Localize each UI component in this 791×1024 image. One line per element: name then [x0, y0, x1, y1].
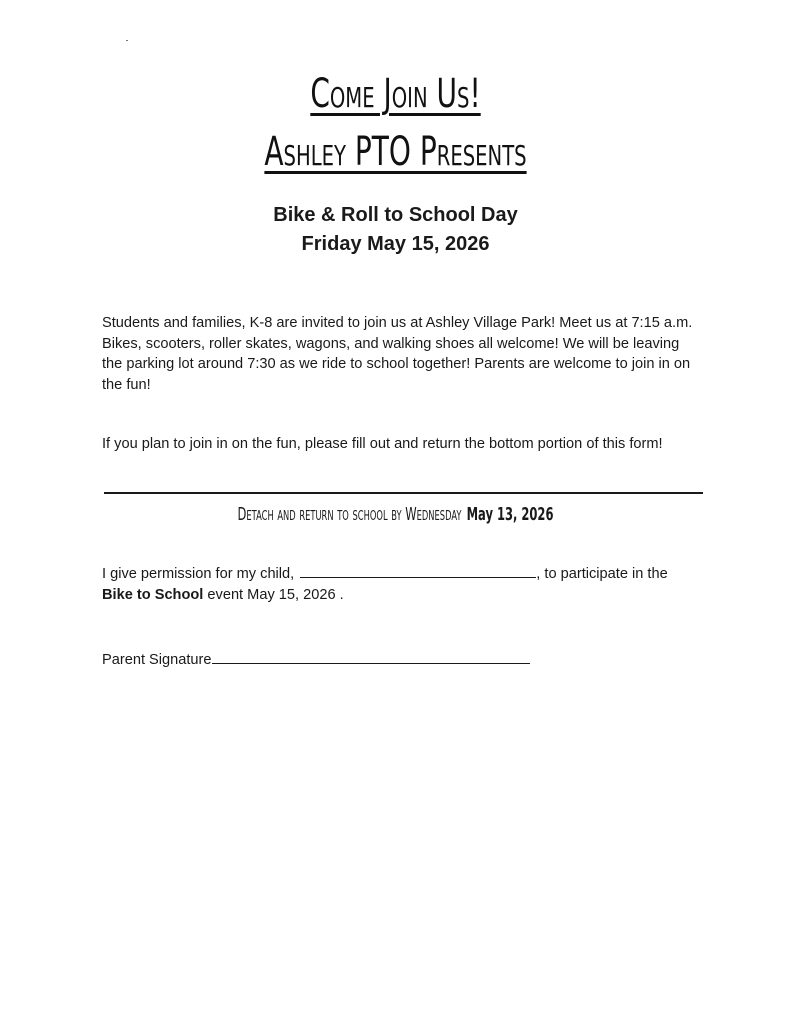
parent-signature-blank[interactable]	[212, 649, 530, 664]
detach-instruction-text: Detach and return to school by Wednesday	[237, 504, 462, 525]
detach-return-date: May 13, 2026	[466, 504, 554, 525]
headline-pto-presents-text: Ashley PTO Presents	[264, 129, 527, 175]
child-name-blank[interactable]	[300, 563, 536, 578]
detach-cut-line	[104, 492, 703, 494]
permission-suffix: , to participate in the	[536, 566, 668, 582]
event-date: Friday May 15, 2026	[301, 233, 490, 255]
scan-speck	[126, 40, 128, 41]
headline-come-join-us	[119, 70, 673, 118]
permission-statement	[102, 563, 702, 606]
headline-pto-presents	[119, 128, 673, 176]
event-name: Bike to School	[102, 587, 204, 603]
parent-signature-row	[102, 649, 582, 670]
event-suffix: event May 15, 2026 .	[203, 587, 344, 603]
permission-prefix: I give permission for my child,	[102, 566, 295, 582]
detach-instruction	[142, 503, 648, 527]
headline-come-join-us-text: Come Join Us!	[310, 71, 481, 117]
intro-paragraph: Students and families, K-8 are invited to join us at Ashley Village Park! Meet us at 7:15 a.m. Bikes, scooters, roller skates, wagons, and walking shoes all welcome! We will be leaving the parking lot around 7:30 as we ride to school together! Parents are welcome to join in on the fun!	[102, 315, 693, 393]
plan-paragraph: If you plan to join in on the fun, please fill out and return the bottom portion of this form!	[102, 436, 663, 452]
signature-label: Parent Signature	[102, 652, 212, 668]
event-title: Bike & Roll to School Day	[273, 204, 518, 226]
